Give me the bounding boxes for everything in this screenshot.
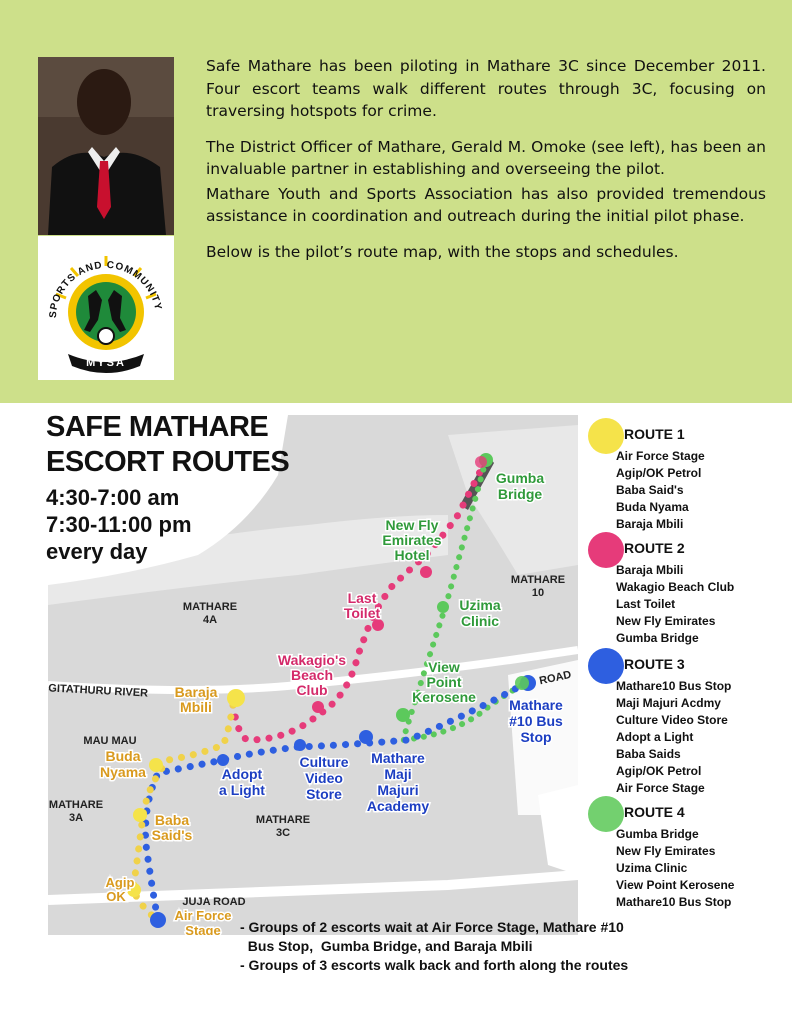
stop-label-m10-3: Stop — [520, 729, 552, 745]
stop-label-maji-3: Majuri — [377, 782, 419, 798]
route-4-stop: Mathare10 Bus Stop — [616, 895, 732, 909]
stop-marker-buda-nyama — [149, 758, 163, 772]
stop-label-adopt-2: a Light — [219, 782, 265, 798]
district-officer-photo — [38, 57, 174, 235]
stop-marker-wakagio — [312, 701, 324, 713]
stop-marker-baraja-mbili — [227, 689, 245, 707]
stop-label-buda-1: Buda — [105, 748, 141, 764]
stop-label-view-1: View — [428, 659, 460, 675]
stop-label-buda-2: Nyama — [100, 764, 146, 780]
stop-label-agip-1: Agip — [105, 875, 135, 890]
note-line-2: Bus Stop, Gumba Bridge, and Baraja Mbili — [240, 938, 533, 954]
stop-label-baraja-2: Mbili — [180, 699, 212, 715]
schedule — [46, 484, 192, 565]
route-3-stop: Culture Video Store — [616, 713, 728, 727]
stop-label-culture-1: Culture — [299, 754, 349, 770]
stop-label-maji-1: Mathare — [371, 750, 425, 766]
stop-marker-uzima-clinic — [437, 601, 449, 613]
route-4-stop: Uzima Clinic — [616, 861, 688, 875]
route-3-stop: Air Force Stage — [616, 781, 705, 795]
escort-notes — [240, 918, 628, 975]
river-label: GITATHURU RIVER — [48, 682, 149, 700]
area-label-10: 10 — [531, 587, 545, 599]
stop-label-m10-1: Mathare — [509, 697, 563, 713]
stop-label-uzima-2: Clinic — [460, 613, 500, 629]
stop-label-gumba-2: Bridge — [497, 486, 543, 502]
route-3-stop: Agip/OK Petrol — [616, 764, 702, 778]
area-label-mathare-3a: MATHARE — [48, 799, 104, 811]
area-label-4a: 4A — [202, 614, 218, 626]
intro-paragraph-3: Mathare Youth and Sports Association has also provided tremendous assistance in coordination and outreach during the initial pilot phase. — [206, 184, 766, 225]
route-3-title: ROUTE 3 — [624, 656, 685, 672]
stop-label-agip-2: OK — [106, 889, 126, 904]
map-title — [46, 410, 289, 480]
stop-label-wak-2: Beach — [290, 667, 334, 683]
intro-paragraph-1: Safe Mathare has been piloting in Mathare 3C since December 2011. Four escort teams walk different routes through 3C, focusing on traversing hotspots for crime. — [206, 57, 766, 120]
stop-label-view-2: Point — [426, 674, 462, 690]
area-label-mathare-10: MATHARE — [510, 574, 566, 586]
route-4-stop: Gumba Bridge — [616, 827, 699, 841]
map-title-line-1: SAFE MATHARE — [46, 411, 269, 443]
stop-label-gumba-1: Gumba — [495, 470, 545, 486]
route-1-stop: Air Force Stage — [616, 449, 705, 463]
route-2-stop: Wakagio Beach Club — [616, 580, 735, 594]
schedule-evening: 7:30-11:00 pm — [46, 512, 192, 537]
route-2-stop: Gumba Bridge — [616, 631, 699, 645]
stop-label-baba-1: Baba — [154, 812, 190, 828]
route-3-stop: Adopt a Light — [616, 730, 694, 744]
logo-acronym: MYSA — [86, 357, 126, 369]
stop-label-wak-1: Wakagio's — [277, 652, 347, 668]
mysa-logo — [38, 236, 174, 380]
stop-marker-baba-saids — [133, 808, 147, 822]
route-2-stop: Baraja Mbili — [616, 563, 684, 577]
juja-road-label: JUJA ROAD — [182, 896, 246, 908]
schedule-frequency: every day — [46, 539, 148, 564]
stop-label-uzima-1: Uzima — [459, 597, 501, 613]
stop-label-culture-3: Store — [306, 786, 342, 802]
route-2-stop: New Fly Emirates — [616, 614, 716, 628]
stop-label-newfly-1: New Fly — [385, 517, 439, 533]
stop-label-newfly-2: Emirates — [382, 532, 442, 548]
stop-label-last-2: Toilet — [343, 605, 381, 621]
note-line-1: - Groups of 2 escorts wait at Air Force Stage, Mathare #10 — [240, 919, 624, 935]
schedule-morning: 4:30-7:00 am — [46, 485, 180, 510]
stop-label-maji-2: Maji — [384, 766, 412, 782]
area-label-mathare-3c: MATHARE — [255, 814, 311, 826]
area-label-mau-mau: MAU MAU — [83, 735, 137, 747]
area-label-3c: 3C — [275, 827, 291, 839]
stop-marker-maji-majuri — [359, 730, 373, 744]
stop-label-baraja-1: Baraja — [174, 684, 218, 700]
stop-marker-culture-video — [294, 739, 306, 751]
area-label-mathare-4a: MATHARE — [182, 601, 238, 613]
note-line-3: - Groups of 3 escorts walk back and forth along the routes — [240, 957, 629, 973]
route-1-stop: Baba Said's — [616, 483, 684, 497]
stop-label-newfly-3: Hotel — [394, 547, 430, 563]
road-label: ROAD — [538, 668, 573, 688]
route-2-stop: Last Toilet — [616, 597, 676, 611]
route-1-stop: Agip/OK Petrol — [616, 466, 702, 480]
stop-label-view-3: Kerosene — [412, 689, 476, 705]
stop-marker-adopt-a-light — [217, 754, 229, 766]
logo-arc-text: SPORTS AND COMMUNITY — [47, 259, 164, 319]
map-title-line-2: ESCORT ROUTES — [46, 446, 290, 478]
route-2-title: ROUTE 2 — [624, 540, 685, 556]
stop-label-m10-2: #10 Bus — [509, 713, 563, 729]
stop-marker-air-force-stage — [150, 912, 166, 928]
stop-label-wak-3: Club — [296, 682, 328, 698]
route-1-stop: Buda Nyama — [616, 500, 689, 514]
stop-label-af-2: Stage — [185, 923, 221, 935]
stop-label-af-1: Air Force — [174, 908, 232, 923]
stop-label-culture-2: Video — [305, 770, 343, 786]
intro-text — [206, 55, 766, 276]
stop-marker-view-point — [396, 708, 410, 722]
route-4-title: ROUTE 4 — [624, 804, 685, 820]
route-4-stop: New Fly Emirates — [616, 844, 716, 858]
route-1-stop: Baraja Mbili — [616, 517, 684, 531]
stop-marker-new-fly-emirates — [420, 566, 432, 578]
intro-paragraph-4: Below is the pilot’s route map, with the stops and schedules. — [206, 242, 679, 261]
stop-label-baba-2: Said's — [151, 827, 193, 843]
stop-label-adopt-1: Adopt — [221, 766, 263, 782]
route-3-stop: Baba Saids — [616, 747, 681, 761]
route-3-stop: Maji Majuri Acdmy — [616, 696, 721, 710]
route-4-stop: View Point Kerosene — [616, 878, 735, 892]
stop-label-maji-4: Academy — [366, 798, 430, 814]
stop-label-last-1: Last — [347, 590, 377, 606]
intro-paragraph-2: The District Officer of Mathare, Gerald M. Omoke (see left), has been an invaluable partner in establishing and overseeing the pilot. — [206, 137, 766, 178]
route-3-stop: Mathare10 Bus Stop — [616, 679, 732, 693]
area-label-3a: 3A — [68, 812, 84, 824]
route-1-title: ROUTE 1 — [624, 426, 685, 442]
